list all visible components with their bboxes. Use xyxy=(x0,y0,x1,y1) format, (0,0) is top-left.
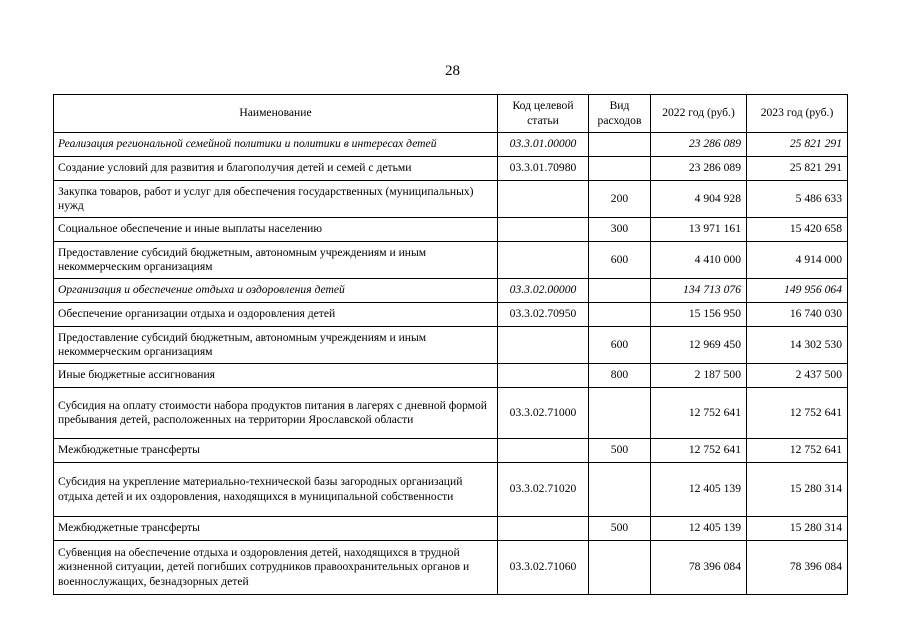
row-name: Реализация региональной семейной политики и политики в интересах детей xyxy=(54,133,498,157)
row-name: Организация и обеспечение отдыха и оздоровления детей xyxy=(54,279,498,303)
row-2023: 25 821 291 xyxy=(747,157,848,181)
row-2022: 12 405 139 xyxy=(651,463,747,517)
header-code: Код целевой статьи xyxy=(498,95,589,133)
row-vid xyxy=(589,388,651,439)
header-name: Наименование xyxy=(54,95,498,133)
table-row xyxy=(54,327,848,364)
row-code xyxy=(498,327,589,364)
row-name: Предоставление субсидий бюджетным, автономным учреждениям и иным некоммерческим организациям xyxy=(54,327,498,364)
row-2023: 14 302 530 xyxy=(747,327,848,364)
row-vid xyxy=(589,157,651,181)
row-2022: 78 396 084 xyxy=(651,541,747,595)
row-name: Создание условий для развития и благополучия детей и семей с детьми xyxy=(54,157,498,181)
row-name: Предоставление субсидий бюджетным, автономным учреждениям и иным некоммерческим организациям xyxy=(54,242,498,279)
table-row xyxy=(54,463,848,517)
row-2023: 16 740 030 xyxy=(747,303,848,327)
table-row xyxy=(54,157,848,181)
row-2023: 78 396 084 xyxy=(747,541,848,595)
row-code xyxy=(498,364,589,388)
table-row xyxy=(54,133,848,157)
row-vid: 300 xyxy=(589,218,651,242)
header-vid: Вид расходов xyxy=(589,95,651,133)
row-2023: 4 914 000 xyxy=(747,242,848,279)
row-code xyxy=(498,218,589,242)
row-vid: 600 xyxy=(589,327,651,364)
row-vid xyxy=(589,303,651,327)
table-row xyxy=(54,364,848,388)
row-2022: 4 904 928 xyxy=(651,181,747,218)
row-2023: 149 956 064 xyxy=(747,279,848,303)
row-vid: 600 xyxy=(589,242,651,279)
row-vid: 500 xyxy=(589,517,651,541)
table-row xyxy=(54,541,848,595)
row-2022: 12 752 641 xyxy=(651,388,747,439)
row-name: Иные бюджетные ассигнования xyxy=(54,364,498,388)
row-2023: 15 280 314 xyxy=(747,463,848,517)
row-code xyxy=(498,439,589,463)
table-row xyxy=(54,218,848,242)
row-2022: 13 971 161 xyxy=(651,218,747,242)
row-vid xyxy=(589,541,651,595)
row-name: Субсидия на укрепление материально-технической базы загородных организаций отдыха детей и их оздоровления, находящихся в муниципальной собственности xyxy=(54,463,498,517)
row-2022: 12 752 641 xyxy=(651,439,747,463)
row-code: 03.3.02.00000 xyxy=(498,279,589,303)
row-name: Закупка товаров, работ и услуг для обеспечения государственных (муниципальных) нужд xyxy=(54,181,498,218)
row-vid xyxy=(589,133,651,157)
row-2022: 4 410 000 xyxy=(651,242,747,279)
row-code: 03.3.02.70950 xyxy=(498,303,589,327)
row-name: Субсидия на оплату стоимости набора продуктов питания в лагерях с дневной формой пребывания детей, расположенных на территории Ярославской области xyxy=(54,388,498,439)
row-code: 03.3.01.70980 xyxy=(498,157,589,181)
row-code xyxy=(498,181,589,218)
table-row xyxy=(54,388,848,439)
row-2022: 23 286 089 xyxy=(651,133,747,157)
row-vid: 800 xyxy=(589,364,651,388)
row-vid xyxy=(589,463,651,517)
header-2022: 2022 год (руб.) xyxy=(651,95,747,133)
row-2023: 25 821 291 xyxy=(747,133,848,157)
table-row xyxy=(54,439,848,463)
row-vid: 200 xyxy=(589,181,651,218)
row-name: Межбюджетные трансферты xyxy=(54,517,498,541)
header-2023: 2023 год (руб.) xyxy=(747,95,848,133)
table-row xyxy=(54,517,848,541)
row-2022: 12 969 450 xyxy=(651,327,747,364)
row-2022: 12 405 139 xyxy=(651,517,747,541)
table-row xyxy=(54,303,848,327)
row-2023: 5 486 633 xyxy=(747,181,848,218)
row-2023: 12 752 641 xyxy=(747,439,848,463)
table-row xyxy=(54,279,848,303)
table-header-row xyxy=(54,95,848,133)
row-vid xyxy=(589,279,651,303)
row-vid: 500 xyxy=(589,439,651,463)
page-number: 28 xyxy=(445,63,460,79)
row-2022: 23 286 089 xyxy=(651,157,747,181)
row-name: Субвенция на обеспечение отдыха и оздоровления детей, находящихся в трудной жизненной ситуации, детей погибших сотрудников правоохранительных органов и военнослужащих, безнадзорных детей xyxy=(54,541,498,595)
row-code xyxy=(498,517,589,541)
row-2023: 2 437 500 xyxy=(747,364,848,388)
row-code: 03.3.01.00000 xyxy=(498,133,589,157)
row-name: Обеспечение организации отдыха и оздоровления детей xyxy=(54,303,498,327)
budget-table xyxy=(53,94,848,595)
row-2023: 15 280 314 xyxy=(747,517,848,541)
row-name: Межбюджетные трансферты xyxy=(54,439,498,463)
row-code: 03.3.02.71060 xyxy=(498,541,589,595)
row-2022: 15 156 950 xyxy=(651,303,747,327)
row-code xyxy=(498,242,589,279)
row-code: 03.3.02.71000 xyxy=(498,388,589,439)
table-row xyxy=(54,181,848,218)
row-2023: 12 752 641 xyxy=(747,388,848,439)
table-row xyxy=(54,242,848,279)
row-2023: 15 420 658 xyxy=(747,218,848,242)
row-2022: 134 713 076 xyxy=(651,279,747,303)
row-name: Социальное обеспечение и иные выплаты населению xyxy=(54,218,498,242)
row-2022: 2 187 500 xyxy=(651,364,747,388)
row-code: 03.3.02.71020 xyxy=(498,463,589,517)
